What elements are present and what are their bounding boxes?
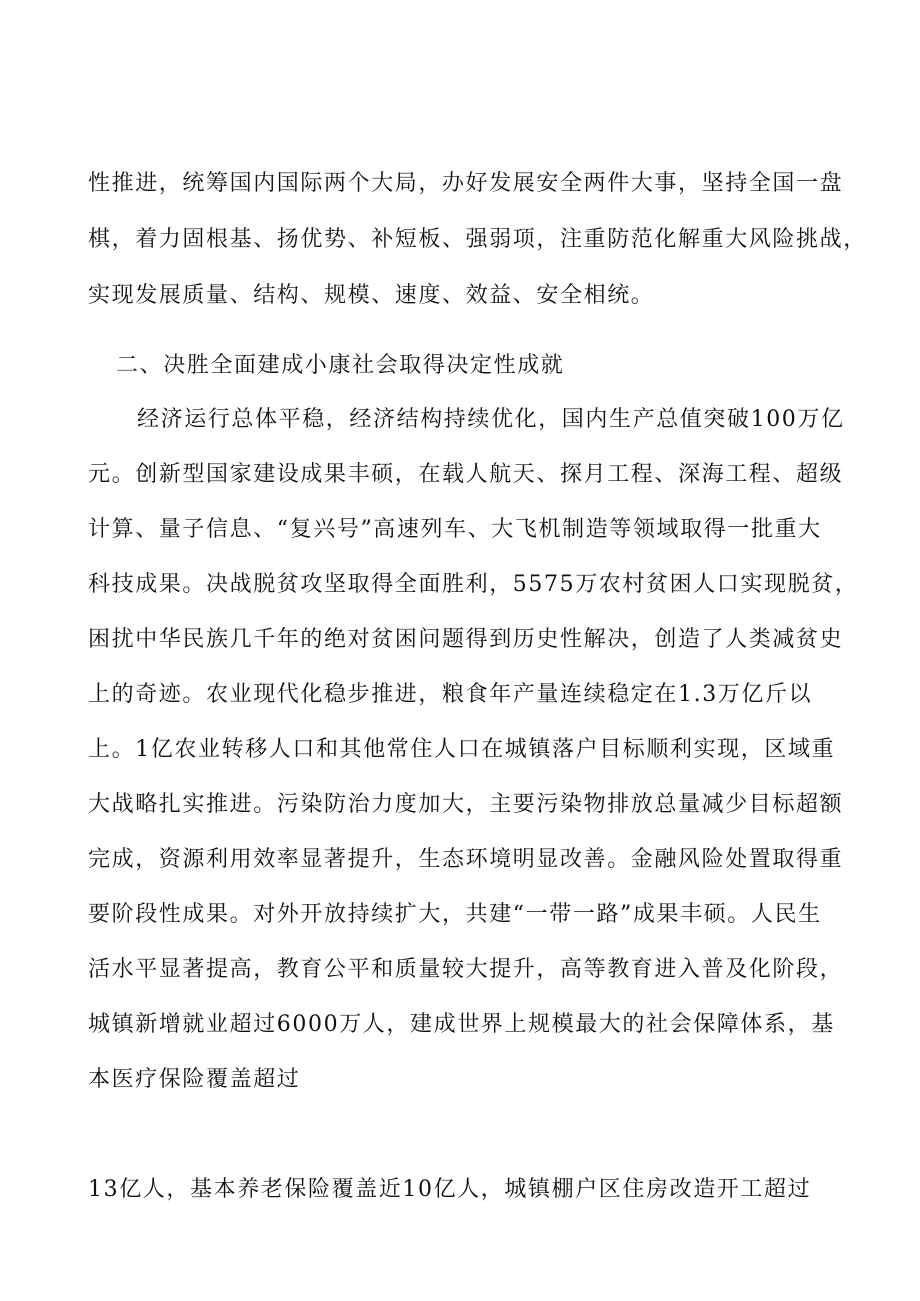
paragraph-2-line-12: 城镇新增就业超过6000万人，建成世界上规模最大的社会保障体系，基 <box>88 1012 835 1037</box>
paragraph-2-line-2: 元。创新型国家建设成果丰硕，在载人航天、探月工程、深海工程、超级 <box>88 462 844 487</box>
paragraph-2-line-8: 大战略扎实推进。污染防治力度加大，主要污染物排放总量减少目标超额 <box>88 792 844 817</box>
paragraph-2-line-11: 活水平显著提高，教育公平和质量较大提升，高等教育进入普及化阶段， <box>88 957 844 982</box>
paragraph-2-line-1: 经济运行总体平稳，经济结构持续优化，国内生产总值突破100万亿 <box>137 407 845 432</box>
paragraph-2-line-9: 完成，资源利用效率显著提升，生态环境明显改善。金融风险处置取得重 <box>88 847 844 872</box>
paragraph-2-line-3: 计算、量子信息、“复兴号”高速列车、大飞机制造等领域取得一批重大 <box>88 517 822 542</box>
section-heading: 二、决胜全面建成小康社会取得决定性成就 <box>116 353 565 378</box>
paragraph-1-line-3: 实现发展质量、结构、规模、速度、效益、安全相统。 <box>88 283 655 308</box>
paragraph-2-line-10: 要阶段性成果。对外开放持续扩大，共建“一带一路”成果丰硕。人民生 <box>88 902 822 927</box>
paragraph-2-line-7: 上。1亿农业转移人口和其他常住人口在城镇落户目标顺利实现，区域重 <box>88 737 836 762</box>
paragraph-2-line-5: 困扰中华民族几千年的绝对贫困问题得到历史性解决，创造了人类减贫史 <box>88 627 844 652</box>
paragraph-2-line-6: 上的奇迹。农业现代化稳步推进，粮食年产量连续稳定在1.3万亿斤以 <box>88 682 813 707</box>
paragraph-1-line-1: 性推进，统筹国内国际两个大局，办好发展安全两件大事，坚持全国一盘 <box>88 171 844 196</box>
paragraph-3-line-1: 13亿人，基本养老保险覆盖近10亿人，城镇棚户区住房改造开工超过 <box>88 1177 812 1202</box>
paragraph-2-line-4: 科技成果。决战脱贫攻坚取得全面胜利，5575万农村贫困人口实现脱贫， <box>88 572 859 597</box>
paragraph-1-line-2: 棋，着力固根基、扬优势、补短板、强弱项，注重防范化解重大风险挑战， <box>88 227 867 252</box>
paragraph-2-line-13: 本医疗保险覆盖超过 <box>88 1067 301 1092</box>
